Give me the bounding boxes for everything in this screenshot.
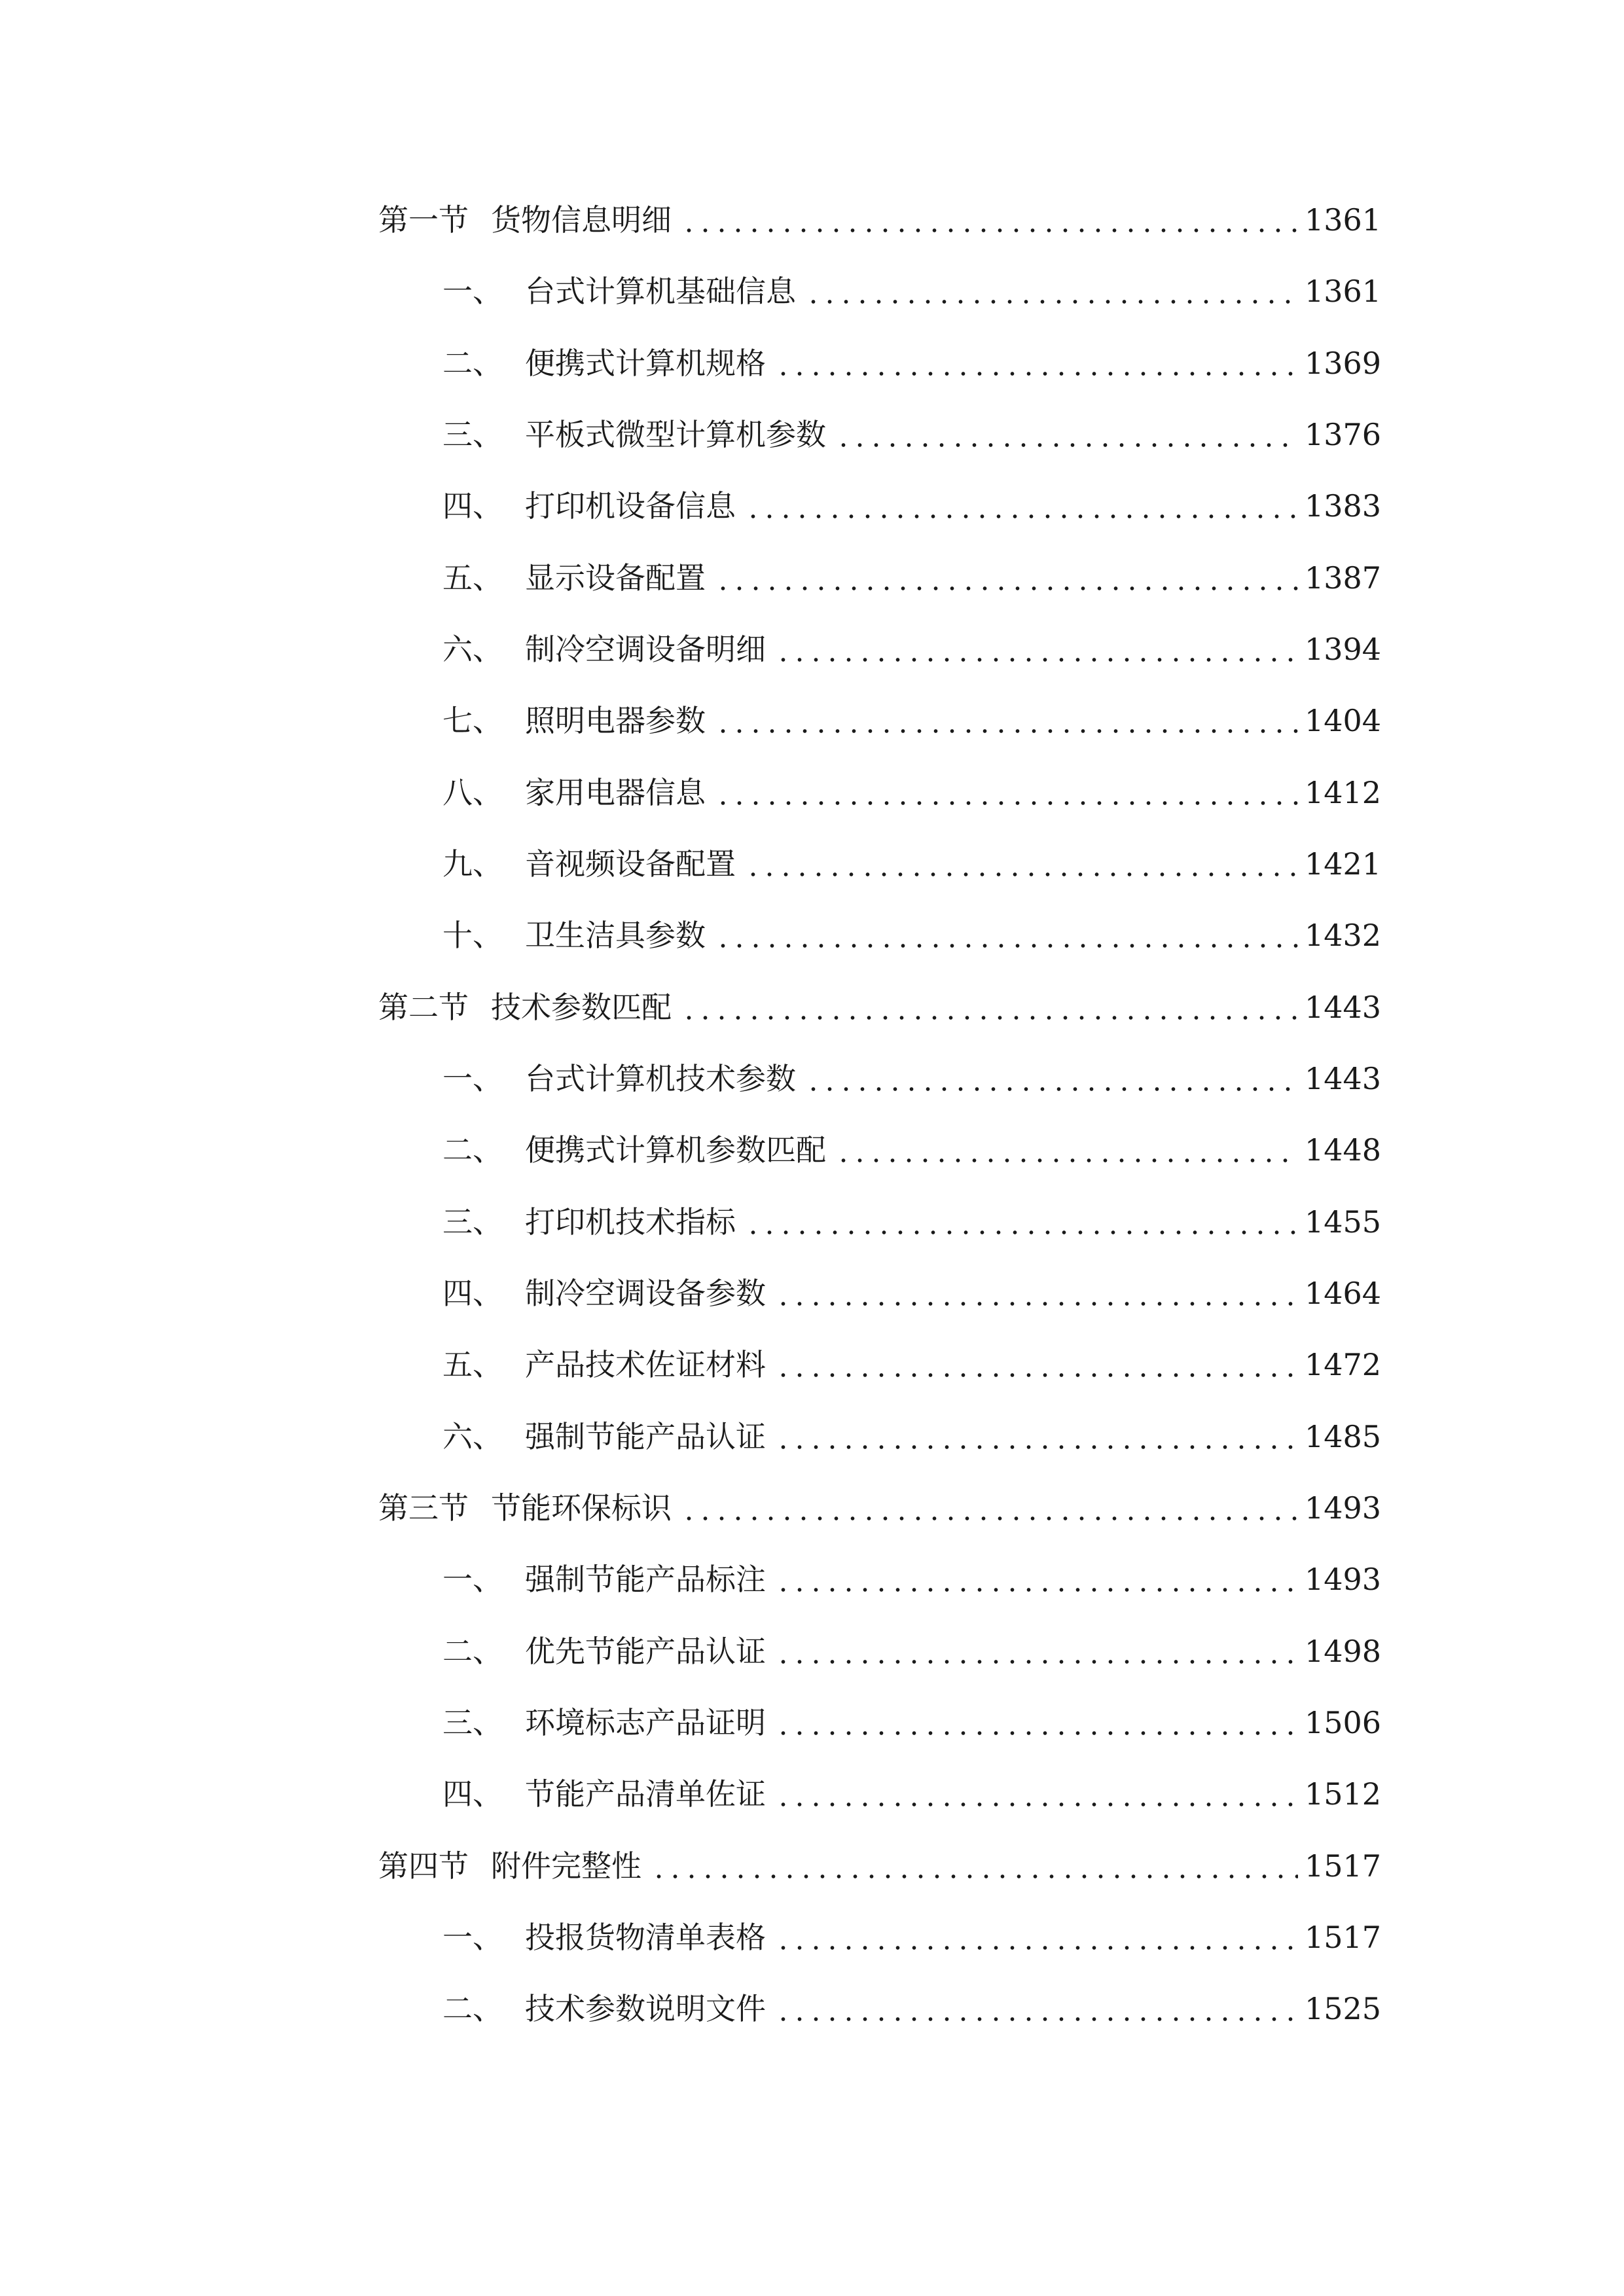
toc-number: 七、 bbox=[442, 703, 503, 738]
dot-leader bbox=[771, 1625, 1305, 1677]
toc-number: 一、 bbox=[442, 1920, 503, 1955]
dot-leader bbox=[741, 1196, 1305, 1248]
toc-page-number: 1412 bbox=[1305, 775, 1382, 810]
toc-page-number: 1517 bbox=[1305, 1920, 1382, 1955]
toc-entry[interactable] bbox=[442, 408, 1382, 461]
toc-title: 音视频设备配置 bbox=[525, 846, 736, 882]
toc-page-number: 1404 bbox=[1305, 703, 1382, 738]
dot-leader bbox=[771, 1911, 1305, 1964]
toc-page-number: 1421 bbox=[1305, 846, 1382, 882]
toc-page-number: 1394 bbox=[1305, 632, 1382, 667]
dot-leader bbox=[711, 694, 1305, 747]
toc-title: 台式计算机技术参数 bbox=[525, 1061, 796, 1096]
toc-number: 二、 bbox=[442, 1991, 503, 2026]
toc-page-number: 1493 bbox=[1305, 1562, 1382, 1597]
toc-entry[interactable] bbox=[442, 265, 1382, 317]
toc-number: 二、 bbox=[442, 1634, 503, 1669]
dot-leader bbox=[711, 766, 1305, 819]
dot-leader bbox=[647, 1840, 1305, 1892]
toc-title: 投报货物清单表格 bbox=[525, 1920, 766, 1955]
toc-page-number: 1387 bbox=[1305, 560, 1382, 596]
toc-title: 附件完整性 bbox=[491, 1848, 641, 1884]
toc-title: 显示设备配置 bbox=[525, 560, 706, 596]
toc-number: 六、 bbox=[442, 1419, 503, 1454]
toc-entry[interactable] bbox=[442, 1410, 1382, 1463]
toc-number: 一、 bbox=[442, 274, 503, 309]
toc-number: 第二节 bbox=[378, 990, 469, 1025]
toc-page-number: 1361 bbox=[1305, 274, 1382, 309]
dot-leader bbox=[677, 981, 1305, 1033]
toc-entry[interactable] bbox=[442, 1338, 1382, 1391]
toc-title: 照明电器参数 bbox=[525, 703, 706, 738]
toc-title: 便携式计算机参数匹配 bbox=[525, 1132, 826, 1168]
dot-leader bbox=[741, 838, 1305, 890]
toc-entry[interactable] bbox=[442, 766, 1382, 819]
toc-entry[interactable] bbox=[442, 909, 1382, 961]
toc-title: 节能环保标识 bbox=[491, 1490, 672, 1526]
dot-leader bbox=[677, 1482, 1305, 1534]
toc-page-number: 1443 bbox=[1305, 990, 1382, 1025]
toc-page-number: 1472 bbox=[1305, 1347, 1382, 1382]
toc-page-number: 1369 bbox=[1305, 346, 1382, 381]
toc-title: 卫生洁具参数 bbox=[525, 918, 706, 953]
toc-number: 六、 bbox=[442, 632, 503, 667]
toc-number: 三、 bbox=[442, 1705, 503, 1740]
toc-page-number: 1493 bbox=[1305, 1490, 1382, 1526]
dot-leader bbox=[801, 1052, 1305, 1105]
toc-number: 九、 bbox=[442, 846, 503, 882]
toc-page-number: 1498 bbox=[1305, 1634, 1382, 1669]
toc-title: 货物信息明细 bbox=[491, 202, 672, 238]
toc-number: 一、 bbox=[442, 1061, 503, 1096]
toc-title: 环境标志产品证明 bbox=[525, 1705, 766, 1740]
toc-entry[interactable] bbox=[442, 1052, 1382, 1105]
toc-section-1[interactable] bbox=[378, 194, 1382, 246]
toc-entry[interactable] bbox=[442, 694, 1382, 747]
toc-number: 八、 bbox=[442, 775, 503, 810]
toc-title: 强制节能产品标注 bbox=[525, 1562, 766, 1597]
toc-number: 四、 bbox=[442, 1276, 503, 1311]
toc-title: 便携式计算机规格 bbox=[525, 346, 766, 381]
dot-leader bbox=[771, 1696, 1305, 1749]
toc-entry[interactable] bbox=[442, 1553, 1382, 1605]
toc-number: 四、 bbox=[442, 488, 503, 524]
toc-title: 平板式微型计算机参数 bbox=[525, 417, 826, 452]
toc-number: 第三节 bbox=[378, 1490, 469, 1526]
toc-title: 打印机设备信息 bbox=[525, 488, 736, 524]
dot-leader bbox=[771, 337, 1305, 389]
toc-title: 制冷空调设备明细 bbox=[525, 632, 766, 667]
toc-title: 打印机技术指标 bbox=[525, 1204, 736, 1240]
toc-entry[interactable] bbox=[442, 838, 1382, 890]
toc-number: 十、 bbox=[442, 918, 503, 953]
dot-leader bbox=[711, 909, 1305, 961]
toc-title: 优先节能产品认证 bbox=[525, 1634, 766, 1669]
toc-page-number: 1517 bbox=[1305, 1848, 1382, 1884]
dot-leader bbox=[771, 1768, 1305, 1820]
toc-page-number: 1432 bbox=[1305, 918, 1382, 953]
toc-number: 三、 bbox=[442, 1204, 503, 1240]
toc-number: 一、 bbox=[442, 1562, 503, 1597]
dot-leader bbox=[711, 552, 1305, 604]
toc-page-number: 1485 bbox=[1305, 1419, 1382, 1454]
toc-number: 五、 bbox=[442, 1347, 503, 1382]
dot-leader bbox=[801, 265, 1305, 317]
toc-page-number: 1383 bbox=[1305, 488, 1382, 524]
dot-leader bbox=[771, 1338, 1305, 1391]
toc-entry[interactable] bbox=[442, 623, 1382, 675]
dot-leader bbox=[831, 408, 1305, 461]
dot-leader bbox=[771, 1410, 1305, 1463]
toc-entry[interactable] bbox=[442, 1982, 1382, 2035]
toc-page-number: 1455 bbox=[1305, 1204, 1382, 1240]
toc-page-number: 1448 bbox=[1305, 1132, 1382, 1168]
toc-title: 制冷空调设备参数 bbox=[525, 1276, 766, 1311]
toc-page-number: 1361 bbox=[1305, 202, 1382, 238]
toc-number: 五、 bbox=[442, 560, 503, 596]
toc-page-number: 1376 bbox=[1305, 417, 1382, 452]
toc-entry[interactable] bbox=[442, 337, 1382, 389]
toc-title: 技术参数说明文件 bbox=[525, 1991, 766, 2026]
toc-title: 产品技术佐证材料 bbox=[525, 1347, 766, 1382]
toc-section-2[interactable] bbox=[378, 981, 1382, 1033]
dot-leader bbox=[771, 623, 1305, 675]
toc-entry[interactable] bbox=[442, 1267, 1382, 1319]
dot-leader bbox=[831, 1124, 1305, 1176]
toc-page-number: 1443 bbox=[1305, 1061, 1382, 1096]
toc-page-number: 1506 bbox=[1305, 1705, 1382, 1740]
dot-leader bbox=[771, 1982, 1305, 2035]
dot-leader bbox=[771, 1267, 1305, 1319]
toc-number: 三、 bbox=[442, 417, 503, 452]
toc-entry[interactable] bbox=[442, 1625, 1382, 1677]
toc-page-number: 1464 bbox=[1305, 1276, 1382, 1311]
toc-section-3[interactable] bbox=[378, 1482, 1382, 1534]
toc-entry[interactable] bbox=[442, 1124, 1382, 1176]
toc-entry[interactable] bbox=[442, 1696, 1382, 1749]
toc-entry[interactable] bbox=[442, 1768, 1382, 1820]
dot-leader bbox=[771, 1553, 1305, 1605]
toc-page-number: 1512 bbox=[1305, 1776, 1382, 1812]
toc-number: 二、 bbox=[442, 1132, 503, 1168]
toc-number: 第一节 bbox=[378, 202, 469, 238]
toc-entry[interactable] bbox=[442, 1911, 1382, 1964]
toc-page-number: 1525 bbox=[1305, 1991, 1382, 2026]
toc-title: 家用电器信息 bbox=[525, 775, 706, 810]
toc-entry[interactable] bbox=[442, 552, 1382, 604]
toc-title: 台式计算机基础信息 bbox=[525, 274, 796, 309]
dot-leader bbox=[677, 194, 1305, 246]
dot-leader bbox=[741, 480, 1305, 532]
toc-title: 技术参数匹配 bbox=[491, 990, 672, 1025]
toc-section-4[interactable] bbox=[378, 1840, 1382, 1892]
toc-entry[interactable] bbox=[442, 480, 1382, 532]
toc-title: 节能产品清单佐证 bbox=[525, 1776, 766, 1812]
toc-number: 四、 bbox=[442, 1776, 503, 1812]
toc-number: 第四节 bbox=[378, 1848, 469, 1884]
toc-number: 二、 bbox=[442, 346, 503, 381]
toc-title: 强制节能产品认证 bbox=[525, 1419, 766, 1454]
toc-entry[interactable] bbox=[442, 1196, 1382, 1248]
